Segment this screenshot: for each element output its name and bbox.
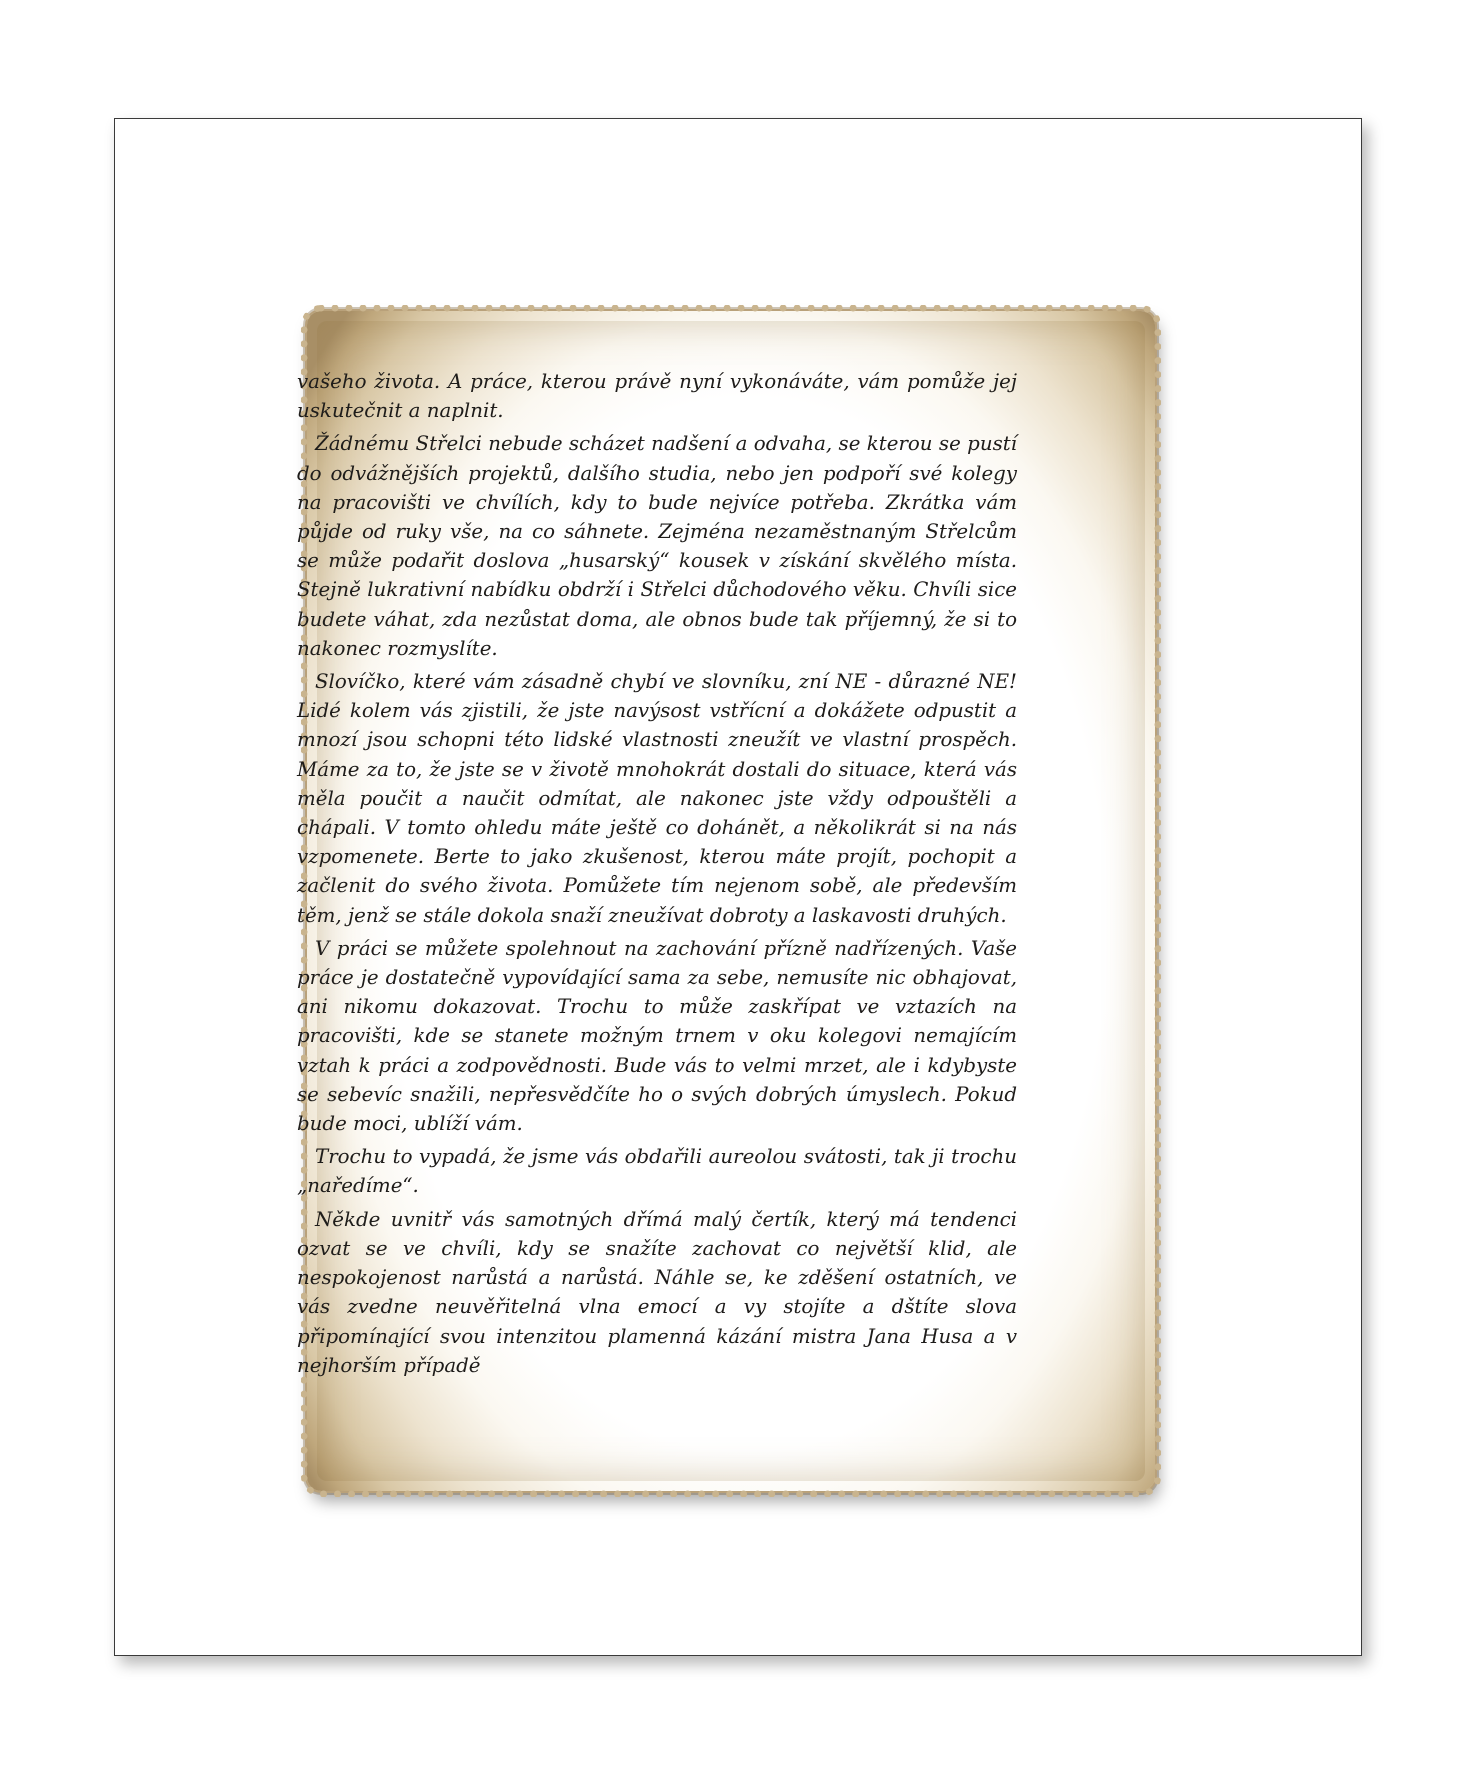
paragraph-4: V práci se můžete spolehnout na zachování přízně nadřízených. Vaše práce je dostatečně vypovídající sama za sebe, nemusíte nic obhajovat, ani nikomu dokazovat. Trochu to může zaskřípat ve vztazích na pracovišti, kde se stanete možným trnem v oku kolegovi nemajícím vztah k práci a zodpovědnosti. Bude vás to velmi mrzet, ale i kdybyste se sebevíc snažili, nepřesvědčíte ho o svých dobrých úmyslech. Pokud bude moci, ublíží vám. bbox=[297, 936, 1017, 1136]
paragraph-6: Někde uvnitř vás samotných dřímá malý čertík, který má tendenci ozvat se ve chvíli, kdy se snažíte zachovat co největší klid, ale nespokojenost narůstá a narůstá. Náhle se, ke zděšení ostatních, ve vás zvedne neuvěřitelná vlna emocí a vy stojíte a dštíte slova připomínající svou intenzitou plamenná kázání mistra Jana Husa a v nejhorším případě bbox=[297, 1207, 1017, 1377]
paragraph-5: Trochu to vypadá, že jsme vás obdařili aureolou svátosti, tak ji trochu „naředíme“. bbox=[297, 1145, 1017, 1198]
paragraph-1: vašeho života. A práce, kterou právě nyní vykonáváte, vám pomůže jej uskutečnit a naplnit. bbox=[297, 370, 1017, 423]
paragraph-3: Slovíčko, které vám zásadně chybí ve slovníku, zní NE - důrazné NE! Lidé kolem vás zjistili, že jste navýsost vstřícní a dokážete odpustit a mnozí jsou schopni této lidské vlastnosti zneužít ve vlastní prospěch. Máme za to, že jste se v životě mnohokrát dostali do situace, která vás měla poučit a naučit odmítat, ale nakonec jste vždy odpouštěli a chápali. V tomto ohledu máte ještě co dohánět, a několikrát si na nás vzpomenete. Berte to jako zkušenost, kterou máte projít, pochopit a začlenit do svého života. Pomůžete tím nejenom sobě, ale především těm, jenž se stále dokola snaží zneužívat dobroty a laskavosti druhých. bbox=[297, 670, 1017, 927]
paragraph-2: Žádnému Střelci nebude scházet nadšení a odvaha, se kterou se pustí do odvážnějších projektů, dalšího studia, nebo jen podpoří své kolegy na pracovišti ve chvílích, kdy to bude nejvíce potřeba. Zkrátka vám půjde od ruky vše, na co sáhnete. Zejména nezaměstnaným Střelcům se může podařit doslova „husarský“ kousek v získání skvělého místa. Stejně lukrativní nabídku obdrží i Střelci důchodového věku. Chvíli sice budete váhat, zda nezůstat doma, ale obnos bude tak příjemný, že si to nakonec rozmyslíte. bbox=[297, 432, 1017, 660]
body-text bbox=[297, 367, 1017, 1384]
page-frame bbox=[114, 118, 1362, 1656]
